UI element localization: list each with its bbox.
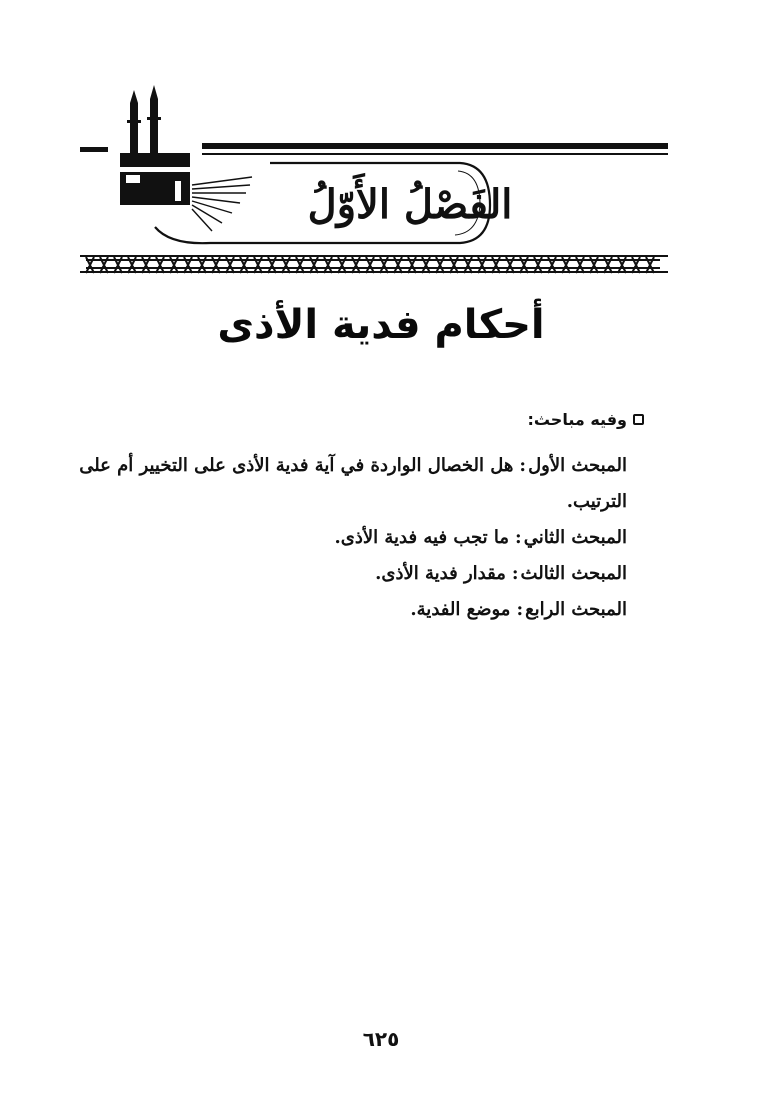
square-bullet-icon [633, 414, 644, 425]
chapter-header [80, 85, 670, 275]
chapter-label: الفَصْلُ الأَوّلُ [307, 181, 513, 228]
intro-label: وفيه مباحث: [527, 410, 627, 429]
topic-head: المبحث الرابع [525, 599, 627, 620]
topic-item: المبحث الرابع:موضع الفدية. [410, 599, 627, 620]
topic-item: المبحث الثالث:مقدار فدية الأذى. [375, 563, 627, 584]
topic-text: مقدار فدية الأذى. [375, 563, 506, 584]
topic-item: المبحث الأول:هل الخصال الواردة في آية فدية الأذى على التخيير أم على الترتيب. [79, 455, 627, 512]
page-number: ٦٢٥ [362, 1027, 400, 1051]
topic-head: المبحث الثالث [520, 563, 627, 584]
topic-head: المبحث الأول [528, 455, 627, 476]
intro-line [527, 410, 644, 429]
topic-head: المبحث الثاني [523, 527, 627, 548]
topic-text: موضع الفدية. [410, 599, 511, 620]
topic-item: المبحث الثاني:ما تجب فيه فدية الأذى. [334, 527, 627, 548]
page-title: أحكام فدية الأذى [217, 302, 545, 348]
topic-text: ما تجب فيه فدية الأذى. [334, 527, 510, 548]
topics-list [67, 448, 627, 628]
kaaba-minaret-ornament [80, 85, 670, 275]
topic-text: هل الخصال الواردة في آية فدية الأذى على التخيير أم على الترتيب. [79, 455, 627, 512]
